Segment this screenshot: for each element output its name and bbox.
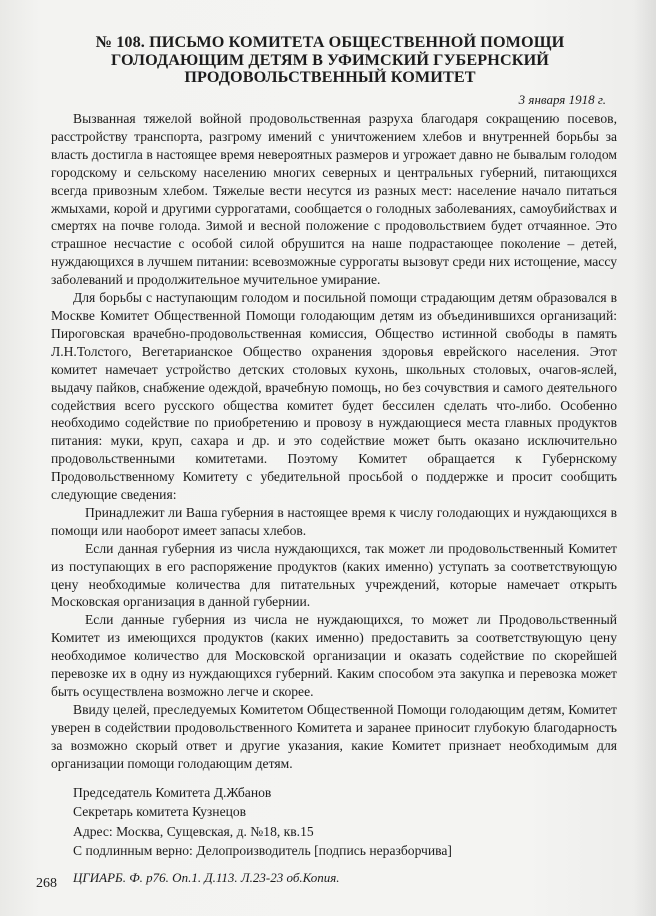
paragraph: Если данные губерния из числа не нуждающихся, то может ли Продовольственный Комитет из имеющихся продуктов (каких именно) предоставить за соответствующую цену необходимое количество для Московской организации и оказать содействие по скорейшей перевозке их в одну из нуждающихся губерний. Каким способом эта закупка и перевозка может быть осуществлена возможно легче и скорее.: [51, 612, 617, 699]
document-date: 3 января 1918 г.: [518, 92, 606, 107]
paragraph: Если данная губерния из числа нуждающихся, так может ли продовольственный Комитет из поступающих в его распоряжение продуктов (каких именно) уступать за соответствующую цену необходимые количества для питательных учреждений, которые намечает открыть Московская организация в данной губернии.: [51, 540, 617, 610]
signature-line: Председатель Комитета Д.Жбанов: [73, 784, 272, 800]
paragraph: Для борьбы с наступающим голодом и посильной помощи страдающим детям образовался в Москве Комитет Общественной Помощи голодающим детям из объединившихся организаций: Пироговская врачебно-продовольственная комиссия, Общество истинной свободы в память Л.Н.Толстого, Вегетарианское Общество охранения здоровья еврейского населения. Этот комитет намечает устройство детских столовых кухонь, школьных столовых, очагов-яслей, выдачу пайков, снабжение одеждой, врачебную помощь, но без сочувствия и самого деятельного содействия всего русского общества комитет будет бессилен сделать что-либо. Особенно необходимо содействие по приобретению и провозу в нуждающиеся места главных продуктов питания: муки, круп, сахара и др. и это содействие может быть оказано исключительно продовольственными комитетами. Поэтому Комитет обращается к Губернскому Продовольственному Комитету с убедительной просьбой о поддержке и просит сообщить следующие сведения:: [51, 290, 617, 503]
paragraph: Ввиду целей, преследуемых Комитетом Общественной Помощи голодающим детям, Комитет уверен в содействии продовольственного Комитета и заранее приносит глубокую благодарность за возможно скорый ответ и другие указания, какие Комитет признает необходимым для организации помощи голодающим детям.: [51, 701, 617, 771]
paragraph: Принадлежит ли Ваша губерния в настоящее время к числу голодающих и нуждающихся в помощи или наоборот имеет запасы хлебов.: [51, 504, 617, 538]
page-edge-shadow: [634, 0, 656, 916]
title-line: ГОЛОДАЮЩИМ ДЕТЯМ В УФИМСКИЙ ГУБЕРНСКИЙ: [111, 50, 549, 69]
signature-block: [51, 783, 617, 861]
signature-line: Секретарь комитета Кузнецов: [73, 804, 247, 820]
signature-line: Адрес: Москва, Сущевская, д. №18, кв.15: [73, 823, 314, 839]
document-body: [51, 110, 617, 887]
page-number: 268: [36, 876, 57, 891]
title-line: ПРОДОВОЛЬСТВЕННЫЙ КОМИТЕТ: [184, 68, 476, 86]
document-title: [40, 34, 620, 87]
paragraph: Вызванная тяжелой войной продовольственная разруха благодаря сокращению посевов, расстройству транспорта, разгрому имений с уничтожением хлебов и внутренней борьбы за власть достигла в настоящее время невероятных размеров и угрожает давно не бывалым голодом городскому и сельскому населению многих северных и центральных губерний, питающихся всегда привозным хлебом. Тяжелые вести несутся из разных мест: население начало питаться жмыхами, корой и другими суррогатами, сообщается о голодных заболеваниях, самоубийствах и смертях на почве голода. Зимой и весной положение с продовольствием будет отчаянное. Это страшное несчастие с особой силой обрушится на наше подрастающее поколение – детей, нуждающихся в лучшем питании: всевозможные суррогаты вызовут среди них истощение, массу заболеваний и продолжительное мучительное умирание.: [51, 111, 617, 288]
archive-source: ЦГИАРБ. Ф. р76. Оп.1. Д.113. Л.23-23 об.Копия.: [73, 869, 340, 885]
title-line: № 108. ПИСЬМО КОМИТЕТА ОБЩЕСТВЕННОЙ ПОМОЩИ: [95, 33, 565, 51]
signature-line: С подлинным верно: Делопроизводитель [подпись неразборчива]: [73, 843, 452, 859]
